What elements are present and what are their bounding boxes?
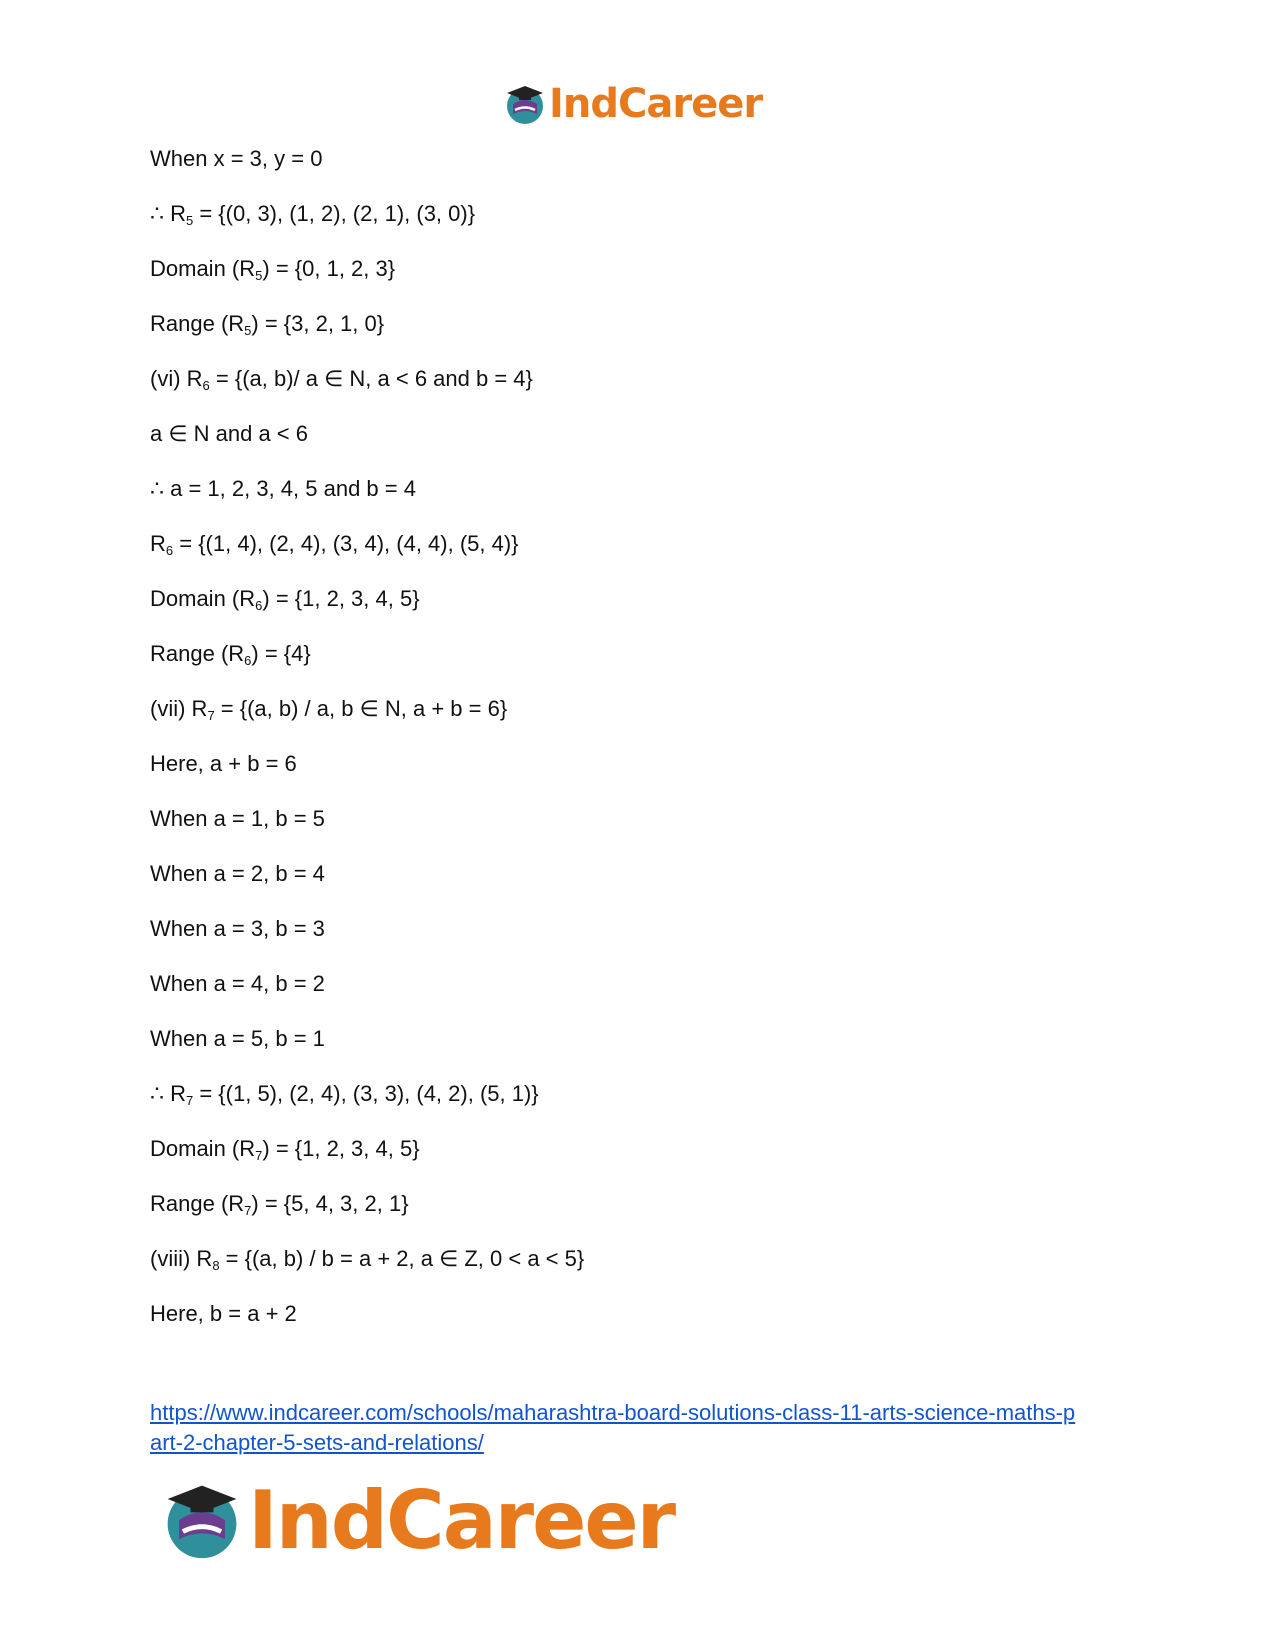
solution-line — [150, 641, 1150, 667]
line-subscript: 6 — [244, 653, 252, 668]
solution-line — [150, 1136, 1150, 1162]
line-subscript: 8 — [212, 1258, 220, 1273]
line-text: When a = 3, b = 3 — [150, 916, 325, 941]
solution-line — [150, 421, 1150, 447]
line-subscript: 5 — [186, 213, 194, 228]
line-text: ∴ R — [150, 201, 186, 226]
line-text: Range (R — [150, 641, 245, 666]
line-subscript: 5 — [255, 268, 263, 283]
source-link-line-1[interactable]: https://www.indcareer.com/schools/maharashtra-board-solutions-class-11-arts-science-maths-p — [150, 1400, 1076, 1425]
line-text: Range (R — [150, 311, 245, 336]
line-text: When a = 1, b = 5 — [150, 806, 325, 831]
solution-line — [150, 476, 1150, 502]
line-text: R — [150, 531, 166, 556]
source-link-line-2[interactable]: art-2-chapter-5-sets-and-relations/ — [150, 1430, 484, 1455]
line-text: When a = 4, b = 2 — [150, 971, 325, 996]
line-subscript: 7 — [255, 1148, 263, 1163]
document-body — [150, 146, 1150, 1356]
line-text-continued: ) = {3, 2, 1, 0} — [251, 311, 385, 336]
line-text-continued: = {(1, 5), (2, 4), (3, 3), (4, 2), (5, 1)} — [193, 1081, 539, 1106]
line-text: When a = 5, b = 1 — [150, 1026, 325, 1051]
line-text-continued: ) = {0, 1, 2, 3} — [262, 256, 396, 281]
solution-line — [150, 201, 1150, 227]
solution-line — [150, 861, 1150, 887]
line-text-continued: = {(1, 4), (2, 4), (3, 4), (4, 4), (5, 4)} — [173, 531, 519, 556]
solution-line — [150, 256, 1150, 282]
solution-line — [150, 751, 1150, 777]
line-text: Domain (R — [150, 586, 256, 611]
line-text: Domain (R — [150, 256, 256, 281]
solution-line — [150, 366, 1150, 392]
line-text-continued: = {(a, b) / b = a + 2, a ∈ Z, 0 < a < 5} — [219, 1246, 585, 1271]
solution-line — [150, 1301, 1150, 1327]
line-subscript: 5 — [244, 323, 252, 338]
line-text: Here, b = a + 2 — [150, 1301, 297, 1326]
line-text-continued: ) = {4} — [251, 641, 311, 666]
globe-graduation-cap-icon — [503, 82, 547, 126]
line-text: a ∈ N and a < 6 — [150, 421, 308, 446]
solution-line — [150, 971, 1150, 997]
solution-line — [150, 1191, 1150, 1217]
line-text-continued: ) = {5, 4, 3, 2, 1} — [251, 1191, 409, 1216]
line-text-continued: = {(a, b)/ a ∈ N, a < 6 and b = 4} — [209, 366, 533, 391]
header-logo-text: IndCareer — [549, 81, 763, 127]
line-subscript: 7 — [186, 1093, 194, 1108]
line-text-continued: = {(a, b) / a, b ∈ N, a + b = 6} — [214, 696, 508, 721]
source-link[interactable] — [150, 1398, 1130, 1458]
solution-line — [150, 806, 1150, 832]
line-text: ∴ R — [150, 1081, 186, 1106]
line-subscript: 7 — [244, 1203, 252, 1218]
line-subscript: 7 — [207, 708, 215, 723]
line-subscript: 6 — [202, 378, 210, 393]
line-text: (viii) R — [150, 1246, 213, 1271]
line-text: ∴ a = 1, 2, 3, 4, 5 and b = 4 — [150, 476, 416, 501]
solution-line — [150, 916, 1150, 942]
line-text: Domain (R — [150, 1136, 256, 1161]
solution-line — [150, 146, 1150, 172]
solution-line — [150, 1081, 1150, 1107]
solution-line — [150, 311, 1150, 337]
line-text: (vii) R — [150, 696, 208, 721]
line-text-continued: = {(0, 3), (1, 2), (2, 1), (3, 0)} — [193, 201, 476, 226]
solution-line — [150, 696, 1150, 722]
line-text: (vi) R — [150, 366, 203, 391]
line-subscript: 6 — [165, 543, 174, 558]
solution-line — [150, 1026, 1150, 1052]
line-text: Range (R — [150, 1191, 245, 1216]
line-text: Here, a + b = 6 — [150, 751, 297, 776]
footer-logo-text: IndCareer — [248, 1473, 675, 1567]
solution-line — [150, 586, 1150, 612]
globe-graduation-cap-icon — [160, 1478, 244, 1562]
header-logo — [503, 78, 762, 130]
solution-line — [150, 531, 1150, 557]
footer-logo — [160, 1475, 674, 1565]
line-subscript: 6 — [255, 598, 263, 613]
solution-line — [150, 1246, 1150, 1272]
line-text-continued: ) = {1, 2, 3, 4, 5} — [262, 586, 420, 611]
line-text-continued: ) = {1, 2, 3, 4, 5} — [262, 1136, 420, 1161]
line-text: When x = 3, y = 0 — [150, 146, 323, 171]
line-text: When a = 2, b = 4 — [150, 861, 325, 886]
